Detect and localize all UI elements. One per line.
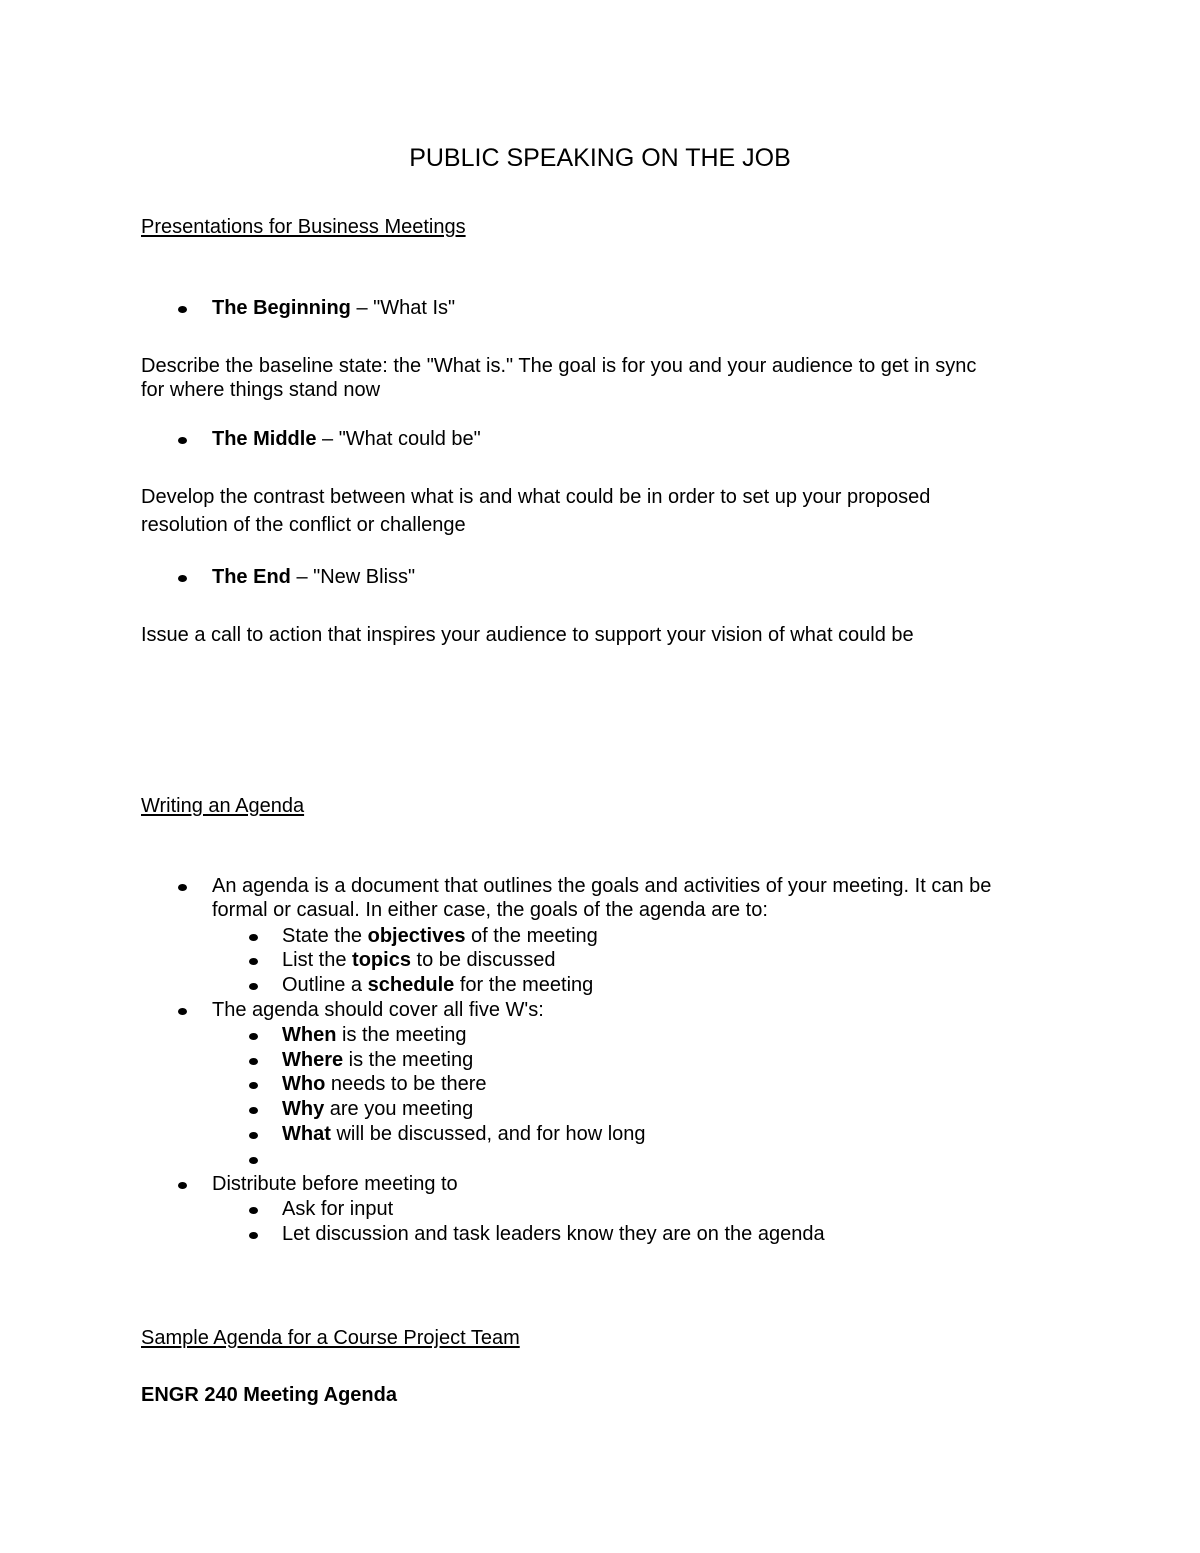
- paragraph-middle-line2: resolution of the conflict or challenge: [141, 514, 466, 536]
- w-who: Who needs to be there: [282, 1073, 487, 1095]
- w-where: Where is the meeting: [282, 1049, 474, 1071]
- document-title: PUBLIC SPEAKING ON THE JOB: [409, 144, 791, 172]
- w-when: When is the meeting: [282, 1024, 467, 1046]
- bullet-icon: [249, 1082, 258, 1089]
- bullet-the-middle: The Middle – "What could be": [212, 428, 481, 450]
- empty-bullet-icon: [249, 1157, 258, 1164]
- bullet-icon: [178, 575, 187, 582]
- bullet-icon: [178, 437, 187, 444]
- goal-objectives: State the objectives of the meeting: [282, 925, 598, 947]
- sample-agenda-title: ENGR 240 Meeting Agenda: [141, 1384, 397, 1406]
- bullet-icon: [249, 983, 258, 990]
- agenda-definition-line2: formal or casual. In either case, the goals of the agenda are to:: [212, 899, 768, 921]
- distribute-leaders: Let discussion and task leaders know they are on the agenda: [282, 1223, 825, 1245]
- w-why: Why are you meeting: [282, 1098, 474, 1120]
- bullet-icon: [178, 884, 187, 891]
- paragraph-beginning-line2: for where things stand now: [141, 379, 381, 401]
- bullet-icon: [249, 1207, 258, 1214]
- bullet-icon: [178, 1182, 187, 1189]
- bullet-icon: [249, 1107, 258, 1114]
- bullet-icon: [249, 1132, 258, 1139]
- goal-schedule: Outline a schedule for the meeting: [282, 974, 594, 996]
- goal-topics: List the topics to be discussed: [282, 949, 556, 971]
- section-heading-agenda: Writing an Agenda: [141, 795, 305, 817]
- bullet-the-beginning: The Beginning – "What Is": [212, 297, 456, 319]
- section-heading-presentations: Presentations for Business Meetings: [141, 216, 466, 238]
- bullet-icon: [249, 1232, 258, 1239]
- agenda-definition-line1: An agenda is a document that outlines the goals and activities of your meeting. It can be: [212, 875, 992, 897]
- paragraph-end: Issue a call to action that inspires your audience to support your vision of what could be: [141, 624, 914, 646]
- bullet-icon: [249, 1058, 258, 1065]
- distribute-ask-input: Ask for input: [282, 1198, 394, 1220]
- distribute-intro: Distribute before meeting to: [212, 1173, 458, 1195]
- paragraph-beginning-line1: Describe the baseline state: the "What is." The goal is for you and your audience to get in sync: [141, 355, 977, 377]
- section-heading-sample-agenda: Sample Agenda for a Course Project Team: [141, 1327, 520, 1349]
- bullet-icon: [249, 1033, 258, 1040]
- bullet-icon: [249, 934, 258, 941]
- paragraph-middle-line1: Develop the contrast between what is and what could be in order to set up your proposed: [141, 486, 931, 508]
- bullet-icon: [249, 958, 258, 965]
- bullet-icon: [178, 306, 187, 313]
- w-what: What will be discussed, and for how long: [282, 1123, 646, 1145]
- bullet-icon: [178, 1008, 187, 1015]
- bullet-the-end: The End – "New Bliss": [212, 566, 416, 588]
- five-ws-intro: The agenda should cover all five W's:: [212, 999, 544, 1021]
